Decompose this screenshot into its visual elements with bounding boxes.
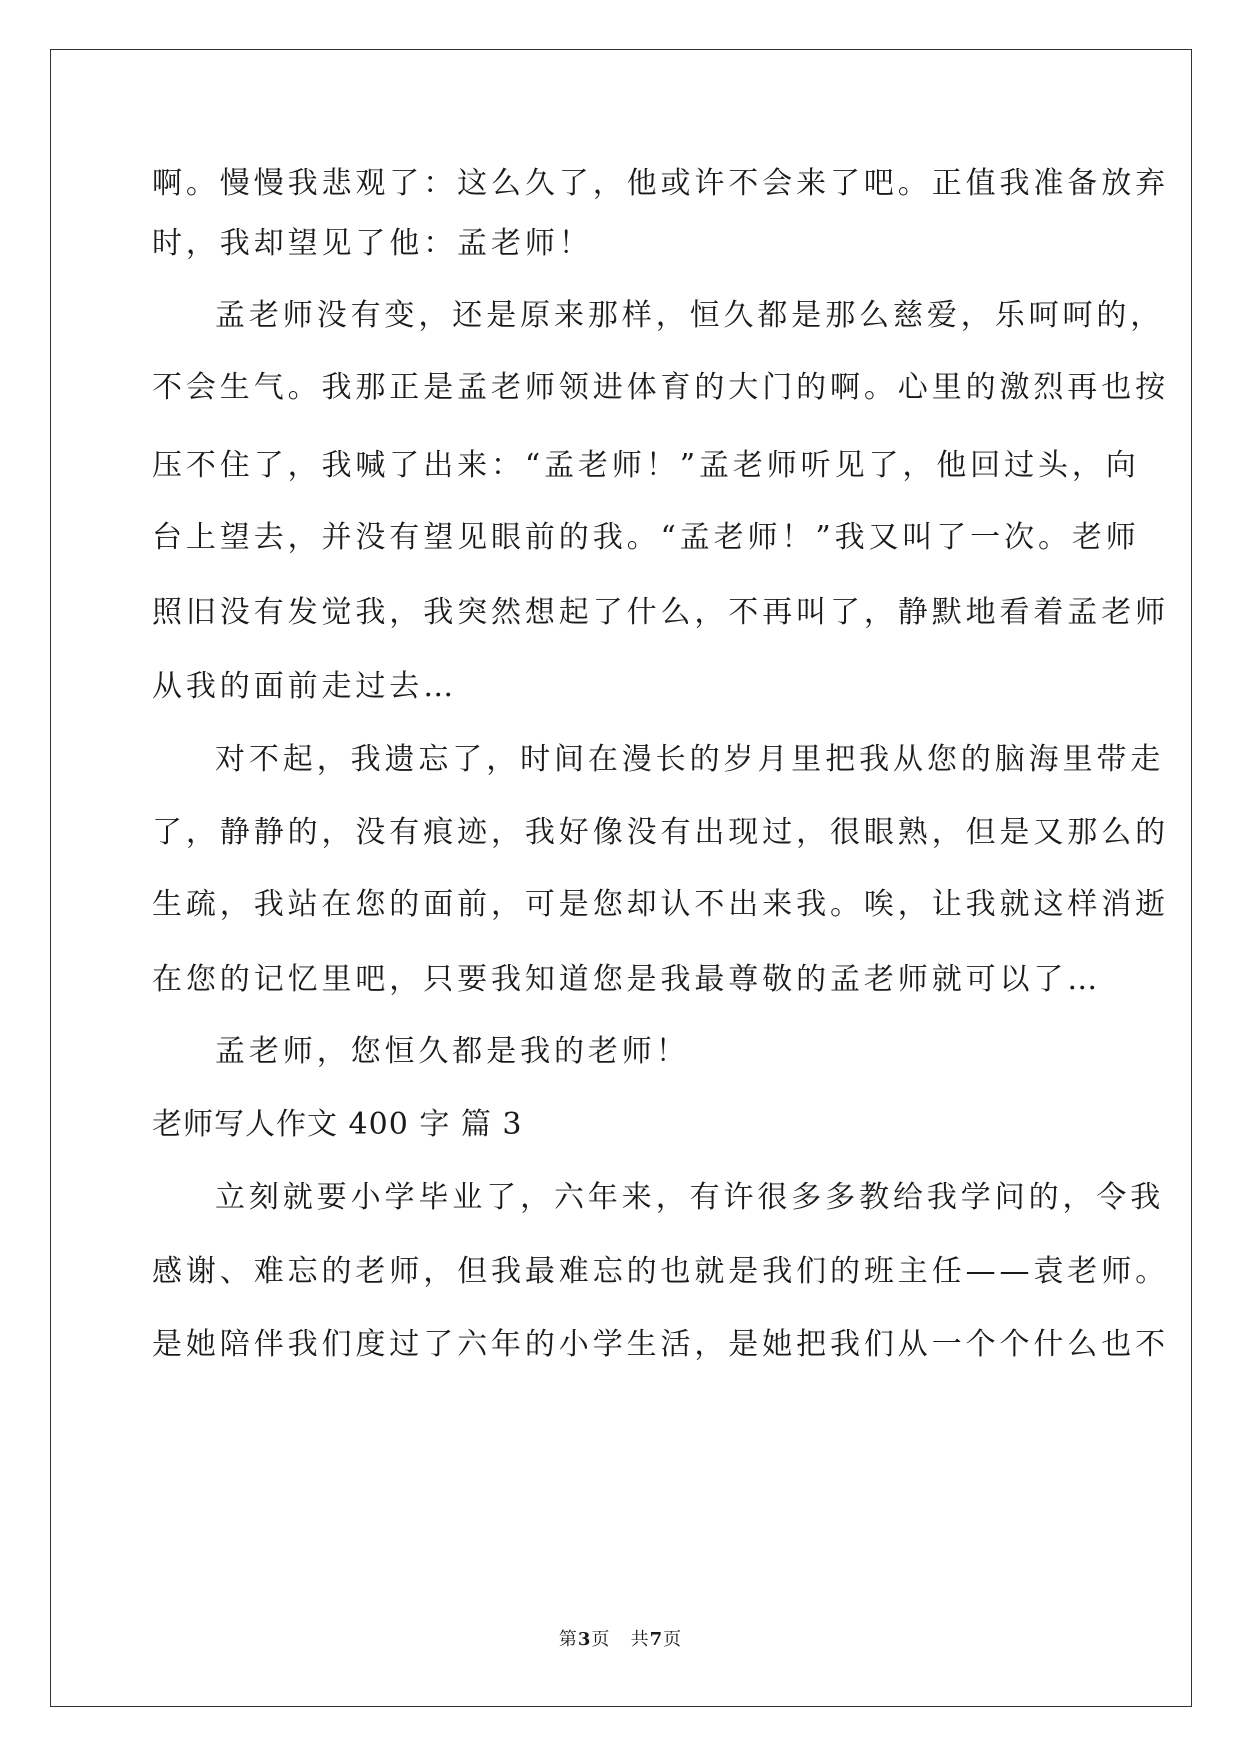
paragraph-start-line: 立刻就要小学毕业了，六年来，有许很多多教给我学问的，令我 [215,1180,1165,1215]
body-text-line: 压不住了，我喊了出来：“孟老师！”孟老师听见了，他回过头，向 [152,448,1140,483]
body-text-line: 从我的面前走过去… [152,669,458,704]
body-text-line: 台上望去，并没有望见眼前的我。“孟老师！”我又叫了一次。老师 [152,520,1140,555]
body-text-line: 了，静静的，没有痕迹，我好像没有出现过，很眼熟，但是又那么的 [152,815,1169,850]
paragraph-start-line: 孟老师没有变，还是原来那样，恒久都是那么慈爱，乐呵呵的， [215,298,1165,333]
body-text-line: 照旧没有发觉我，我突然想起了什么，不再叫了，静默地看着孟老师 [152,595,1169,630]
paragraph-start-line: 对不起，我遗忘了，时间在漫长的岁月里把我从您的脑海里带走 [215,742,1165,777]
body-text-line: 生疏，我站在您的面前，可是您却认不出来我。唉，让我就这样消逝 [152,887,1169,922]
page-footer [0,1628,1241,1652]
body-text-line: 感谢、难忘的老师，但我最难忘的也就是我们的班主任——袁老师。 [152,1254,1169,1289]
footer-suffix: 页 [663,1629,683,1650]
body-text-line: 是她陪伴我们度过了六年的小学生活，是她把我们从一个个什么也不 [152,1327,1169,1362]
footer-prefix: 第 [558,1629,578,1650]
footer-middle: 页 共 [591,1629,650,1650]
paragraph-start-line: 孟老师，您恒久都是我的老师！ [215,1034,690,1069]
body-text-line: 啊。慢慢我悲观了：这么久了，他或许不会来了吧。正值我准备放弃 [152,166,1169,201]
total-pages-number: 7 [649,1629,664,1650]
body-text-line: 不会生气。我那正是孟老师领进体育的大门的啊。心里的激烈再也按 [152,370,1169,405]
body-text-line: 时，我却望见了他：孟老师！ [152,226,593,261]
body-text-line: 在您的记忆里吧，只要我知道您是我最尊敬的孟老师就可以了… [152,962,1102,997]
section-heading: 老师写人作文 400 字 篇 3 [152,1107,523,1142]
current-page-number: 3 [577,1629,592,1650]
